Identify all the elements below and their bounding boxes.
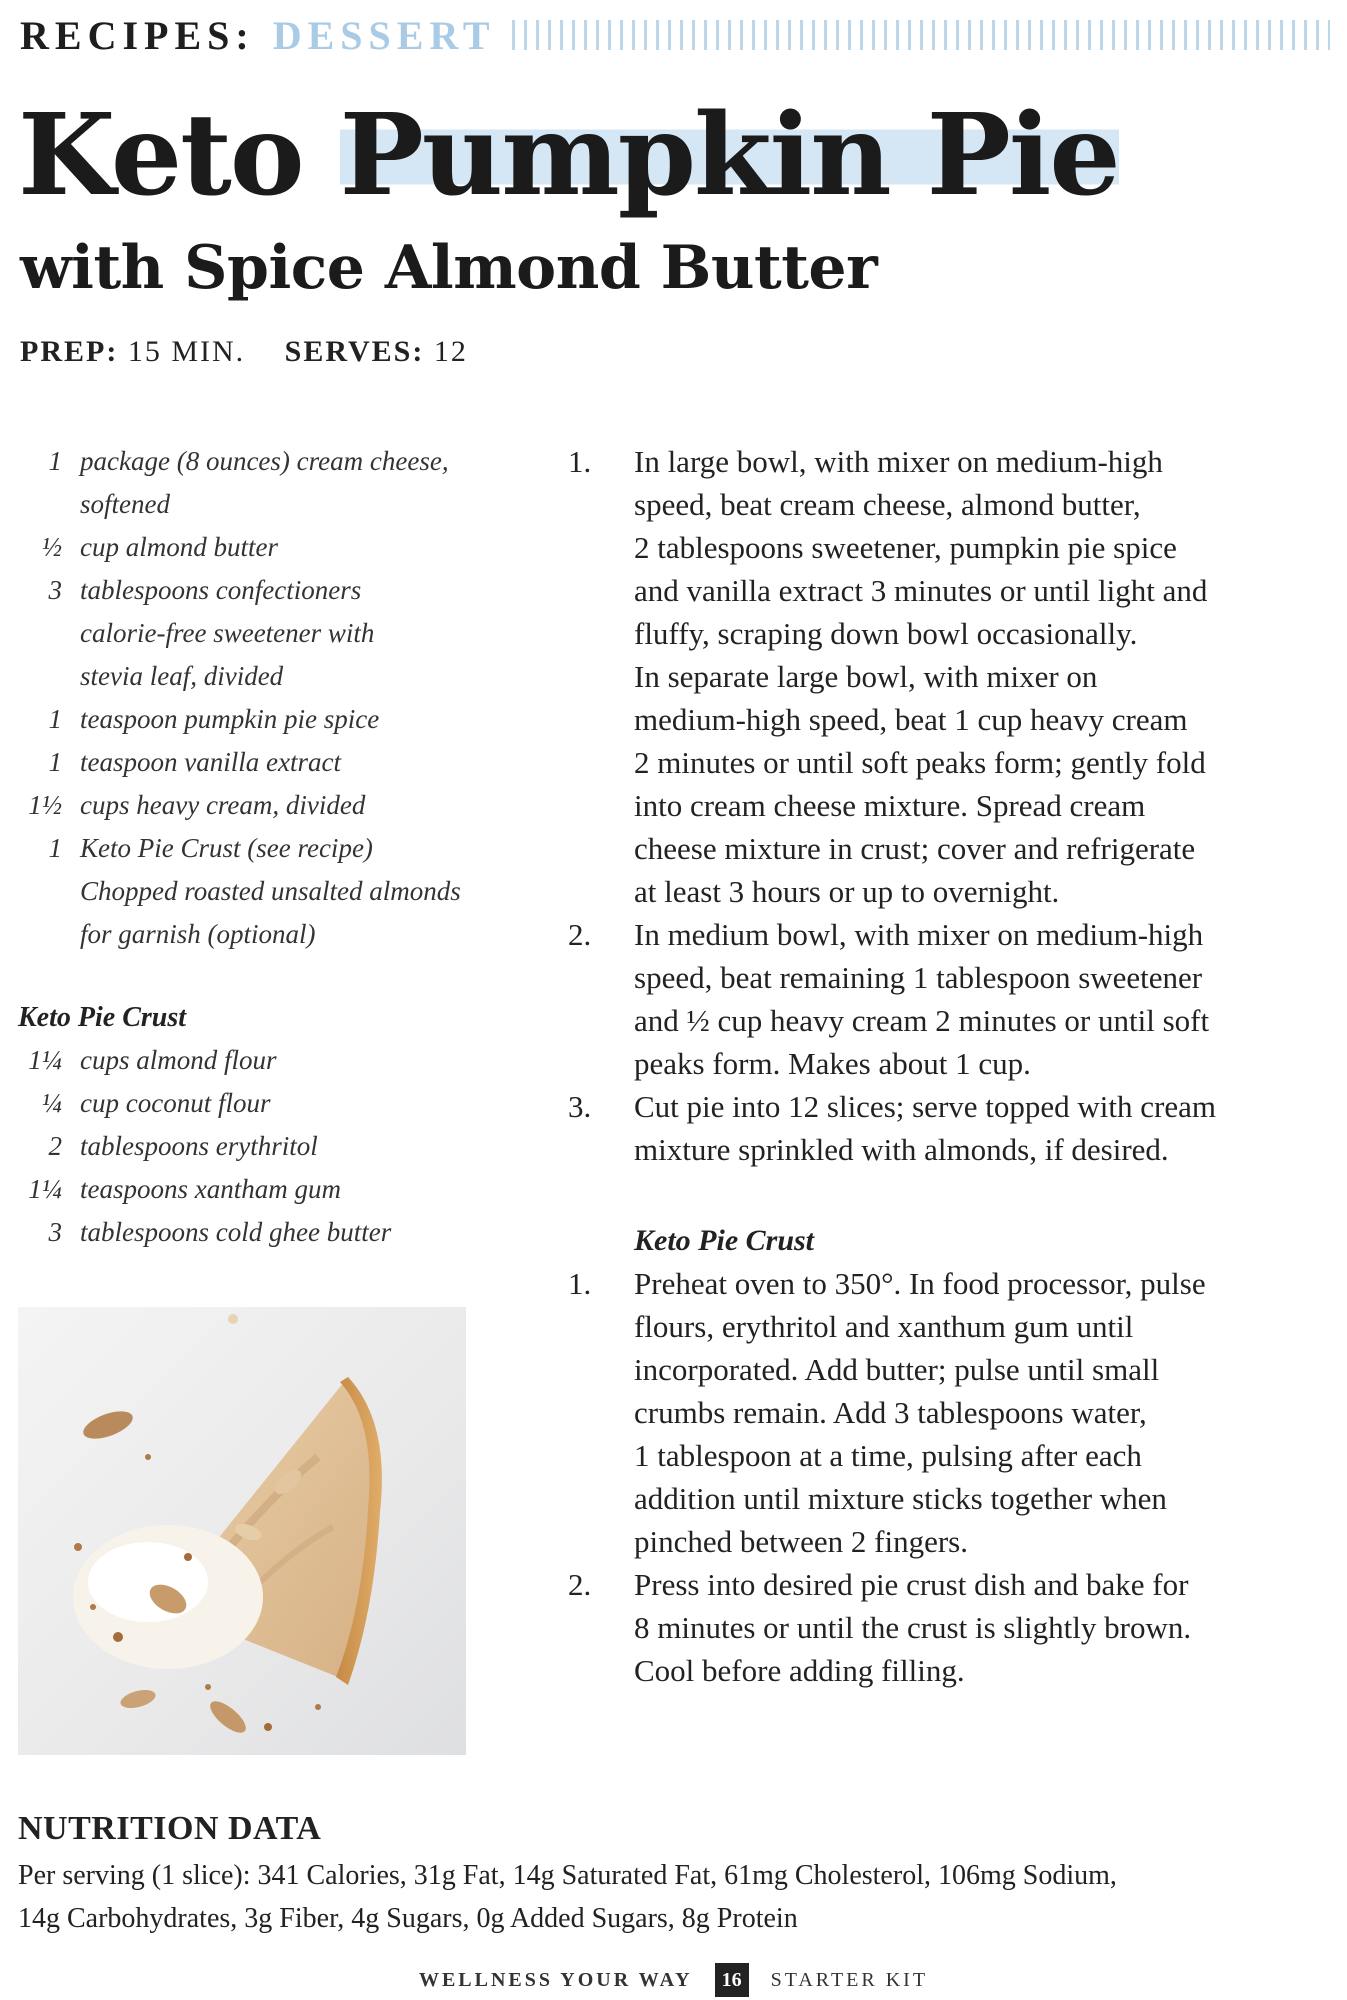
ingredient-qty <box>18 483 80 526</box>
footer-section: STARTER KIT <box>770 1968 929 1991</box>
ingredient-qty: 1 <box>48 446 62 476</box>
ingredient-qty: 1¼ <box>28 1174 62 1204</box>
ingredient-qty <box>18 612 80 655</box>
ingredient-qty: 3 <box>48 1217 62 1247</box>
crust-ingredients-title: Keto Pie Crust <box>18 1002 187 1033</box>
ingredient-text: cups almond flour <box>80 1045 277 1075</box>
step-line: Preheat oven to 350°. In food processor, pulse <box>634 1266 1206 1301</box>
step-line: and ½ cup heavy cream 2 minutes or until soft <box>634 1003 1210 1038</box>
ingredient-item <box>18 1039 488 1082</box>
ingredient-text: teaspoon vanilla extract <box>80 747 341 777</box>
ingredient-text: teaspoon pumpkin pie spice <box>80 704 380 734</box>
directions <box>568 440 1268 1692</box>
step-line: cheese mixture in crust; cover and refrigerate <box>634 831 1196 866</box>
nutrition-title: NUTRITION DATA <box>18 1810 322 1847</box>
ingredient-qty: 2 <box>48 1131 62 1161</box>
ingredient-item <box>18 827 488 870</box>
ingredient-item <box>18 1082 488 1125</box>
step-line: 2 tablespoons sweetener, pumpkin pie spice <box>634 530 1177 565</box>
step-line: Cool before adding filling. <box>634 1653 965 1688</box>
direction-step <box>568 440 1268 913</box>
direction-step <box>568 1262 1268 1563</box>
step-line: mixture sprinkled with almonds, if desired. <box>634 1132 1169 1167</box>
ingredient-item <box>18 1211 488 1254</box>
ingredient-text: tablespoons erythritol <box>80 1131 318 1161</box>
header-stripes <box>512 20 1330 50</box>
step-line: incorporated. Add butter; pulse until small <box>634 1352 1160 1387</box>
recipe-meta <box>20 335 468 369</box>
step-line: 1 tablespoon at a time, pulsing after each <box>634 1438 1142 1473</box>
step-line: 8 minutes or until the crust is slightly brown. <box>634 1610 1192 1645</box>
step-line: fluffy, scraping down bowl occasionally. <box>634 616 1138 651</box>
ingredient-text: stevia leaf, divided <box>80 661 284 691</box>
step-number: 3. <box>568 1089 592 1124</box>
step-line: speed, beat remaining 1 tablespoon sweetener <box>634 960 1203 995</box>
step-number: 2. <box>568 1567 592 1602</box>
footer-brand: WELLNESS YOUR WAY <box>418 1968 693 1991</box>
section-label: RECIPES: <box>20 12 255 58</box>
step-line: into cream cheese mixture. Spread cream <box>634 788 1146 823</box>
step-line: 2 minutes or until soft peaks form; gently fold <box>634 745 1206 780</box>
ingredient-qty <box>18 870 80 913</box>
direction-step <box>568 1085 1268 1171</box>
ingredient-item <box>18 913 488 956</box>
direction-step <box>568 913 1268 1085</box>
ingredient-text: tablespoons confectioners <box>80 575 362 605</box>
ingredient-qty: 3 <box>48 575 62 605</box>
ingredient-item <box>18 569 488 612</box>
step-number: 1. <box>568 1266 592 1301</box>
step-line: addition until mixture sticks together when <box>634 1481 1167 1516</box>
ingredient-text: Chopped roasted unsalted almonds <box>80 876 461 906</box>
ingredient-item <box>18 1168 488 1211</box>
ingredient-qty: 1½ <box>28 790 62 820</box>
step-line: In large bowl, with mixer on medium-high <box>634 444 1163 479</box>
recipe-title <box>18 90 1119 221</box>
step-number: 2. <box>568 917 592 952</box>
step-text <box>634 913 1268 1085</box>
step-line: In medium bowl, with mixer on medium-high <box>634 917 1204 952</box>
ingredient-item <box>18 483 488 526</box>
step-line: peaks form. Makes about 1 cup. <box>634 1046 1031 1081</box>
step-text <box>634 1262 1268 1563</box>
prep-label: PREP: <box>20 335 119 368</box>
ingredient-text: cup almond butter <box>80 532 278 562</box>
step-line: speed, beat cream cheese, almond butter, <box>634 487 1141 522</box>
ingredient-item <box>18 612 488 655</box>
section-category: DESSERT <box>272 12 496 58</box>
step-line: flours, erythritol and xanthum gum until <box>634 1309 1134 1344</box>
nutrition-text <box>18 1854 1318 1940</box>
ingredient-text: cups heavy cream, divided <box>80 790 366 820</box>
ingredient-text: tablespoons cold ghee butter <box>80 1217 392 1247</box>
nutrition-line: 14g Carbohydrates, 3g Fiber, 4g Sugars, 0g Added Sugars, 8g Protein <box>18 1903 798 1934</box>
ingredient-qty <box>18 655 80 698</box>
ingredient-text: for garnish (optional) <box>80 919 316 949</box>
ingredient-text: cup coconut flour <box>80 1088 271 1118</box>
section-header <box>20 14 1330 56</box>
ingredient-text: teaspoons xantham gum <box>80 1174 341 1204</box>
ingredient-item <box>18 526 488 569</box>
step-line: crumbs remain. Add 3 tablespoons water, <box>634 1395 1147 1430</box>
ingredients-list <box>18 440 488 1254</box>
ingredient-qty: ¼ <box>41 1088 62 1118</box>
pie-photo <box>18 1307 466 1755</box>
ingredient-qty: 1 <box>48 833 62 863</box>
page-footer <box>0 1963 1347 1997</box>
ingredient-qty: 1¼ <box>28 1045 62 1075</box>
title-plain: Keto <box>18 90 303 221</box>
ingredient-item <box>18 655 488 698</box>
recipe-subtitle: with Spice Almond Butter <box>20 233 878 303</box>
ingredient-text: package (8 ounces) cream cheese, <box>80 446 449 476</box>
ingredient-item <box>18 698 488 741</box>
nutrition-data <box>18 1810 1318 1940</box>
step-line: Press into desired pie crust dish and bake for <box>634 1567 1189 1602</box>
ingredient-item <box>18 784 488 827</box>
step-line: In separate large bowl, with mixer on <box>634 659 1098 694</box>
ingredient-qty: ½ <box>41 532 62 562</box>
ingredient-text: softened <box>80 489 170 519</box>
step-line: and vanilla extract 3 minutes or until light and <box>634 573 1208 608</box>
step-line: pinched between 2 fingers. <box>634 1524 968 1559</box>
ingredient-text: Keto Pie Crust (see recipe) <box>80 833 373 863</box>
serves-value: 12 <box>433 335 468 368</box>
ingredient-item <box>18 1125 488 1168</box>
crust-steps-title: Keto Pie Crust <box>634 1224 815 1257</box>
direction-step <box>568 1563 1268 1692</box>
ingredient-item <box>18 870 488 913</box>
ingredient-text: calorie-free sweetener with <box>80 618 375 648</box>
nutrition-line: Per serving (1 slice): 341 Calories, 31g Fat, 14g Saturated Fat, 61mg Cholesterol, 106mg Sodium, <box>18 1860 1117 1891</box>
step-text <box>634 440 1268 913</box>
pie-slice-illustration <box>18 1307 466 1755</box>
step-line: medium-high speed, beat 1 cup heavy cream <box>634 702 1188 737</box>
step-line: at least 3 hours or up to overnight. <box>634 874 1060 909</box>
ingredient-qty <box>18 913 80 956</box>
step-line: Cut pie into 12 slices; serve topped with cream <box>634 1089 1216 1124</box>
page-number: 16 <box>715 1963 749 1997</box>
serves-label: SERVES: <box>284 335 425 368</box>
step-number: 1. <box>568 444 592 479</box>
title-highlight: Pumpkin Pie <box>339 90 1119 221</box>
step-text <box>634 1085 1268 1171</box>
ingredient-item <box>18 440 488 483</box>
prep-value: 15 MIN. <box>127 335 246 368</box>
ingredient-qty: 1 <box>48 747 62 777</box>
ingredient-qty: 1 <box>48 704 62 734</box>
ingredient-item <box>18 741 488 784</box>
step-text <box>634 1563 1268 1692</box>
